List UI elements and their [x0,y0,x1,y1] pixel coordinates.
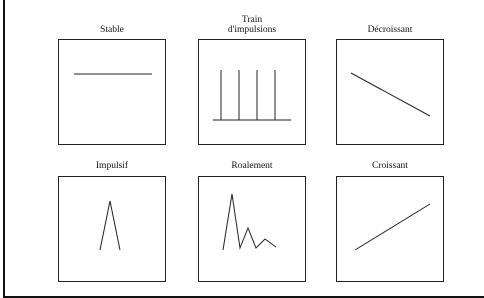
damped-oscillation-pattern [199,177,305,281]
decreasing-line-pattern [337,40,443,144]
panel-frame [198,39,306,145]
impulse-train-pattern [199,40,305,144]
panel-frame [336,176,444,282]
panel-title: Décroissant [367,25,413,35]
panel-frame [58,176,166,282]
increasing-line-pattern [337,177,443,281]
panel-title: Roalement [231,161,273,171]
panel-title: Croissant [372,161,408,171]
panel-frame [336,39,444,145]
panel-frame [198,176,306,282]
flat-line-pattern [59,40,165,144]
panel-title: Stable [100,25,124,35]
single-spike-pattern [59,177,165,281]
panel-frame [58,39,166,145]
panel-title: Impulsif [95,161,129,171]
panel-title: Train d'impulsions [227,15,277,35]
